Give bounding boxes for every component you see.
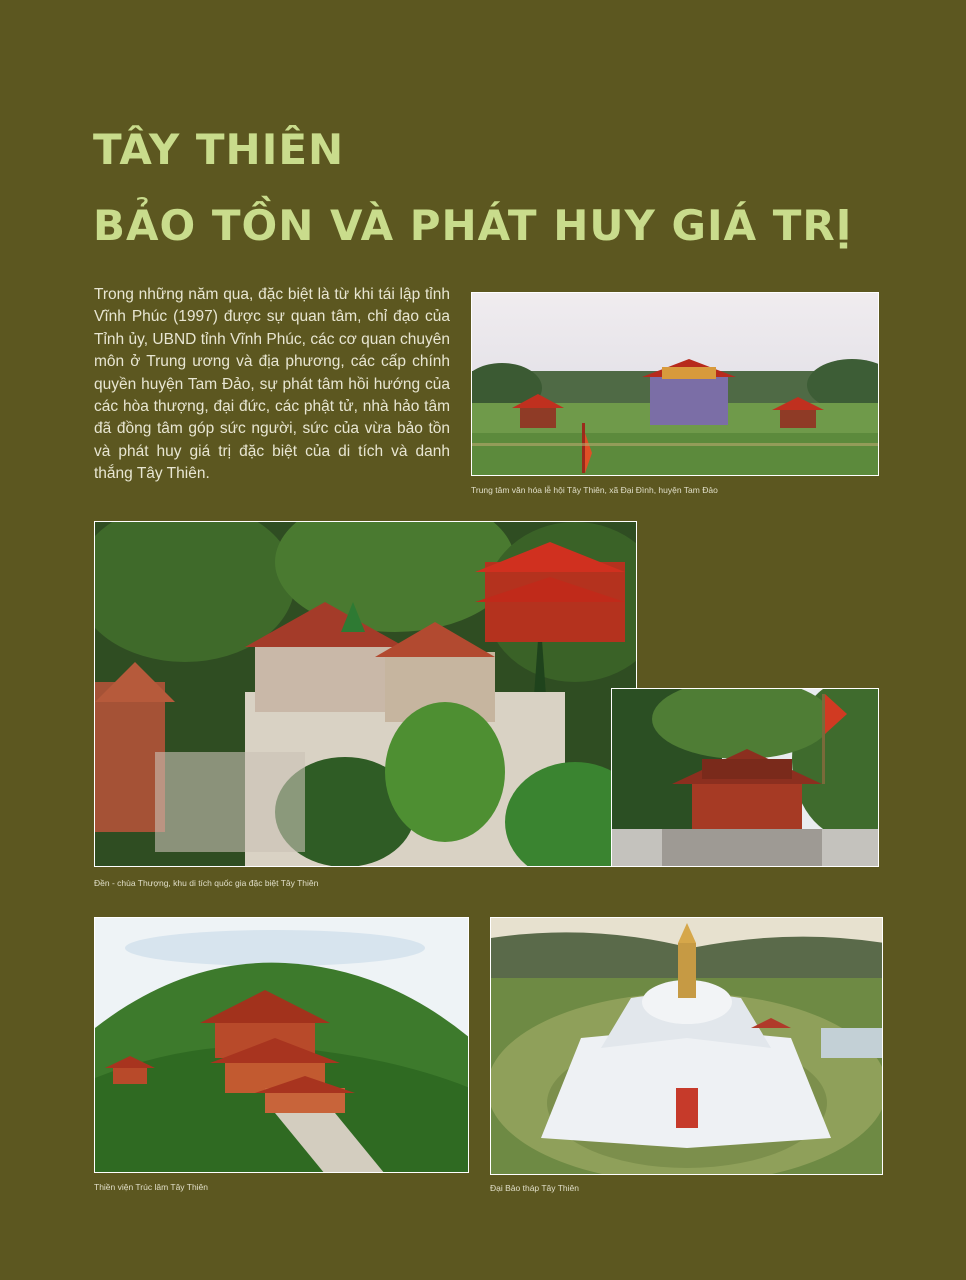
festival-center-caption: Trung tâm văn hóa lễ hội Tây Thiên, xã Đại Đình, huyện Tam Đảo (471, 485, 718, 495)
page-title (93, 112, 852, 264)
stupa-caption: Đại Bảo tháp Tây Thiên (490, 1183, 579, 1193)
title-line-2: BẢO TỒN VÀ PHÁT HUY GIÁ TRỊ (93, 201, 853, 250)
festival-center-photo (471, 292, 879, 476)
truc-lam-photo (94, 917, 469, 1173)
title-line-1: TÂY THIÊN (93, 125, 345, 174)
truc-lam-caption: Thiền viện Trúc lâm Tây Thiên (94, 1182, 209, 1192)
intro-paragraph: Trong những năm qua, đặc biệt là từ khi tái lập tỉnh Vĩnh Phúc (1997) được sự quan tâm, chỉ đạo của Tỉnh ủy, UBND tỉnh Vĩnh Phúc, các cơ quan chuyên môn ở Trung ương và địa phương, các cấp chính quyền huyện Tam Đảo, sự phát tâm hồi hướng của các hòa thượng, đại đức, các phật tử, nhà hảo tâm đã đồng tâm góp sức người, sức của vừa bảo tồn và phát huy giá trị đặc biệt của di tích và danh thắng Tây Thiên. (94, 286, 450, 483)
upper-temple-inset-photo (611, 688, 879, 867)
stupa-photo (490, 917, 883, 1175)
upper-temple-caption: Đền - chùa Thượng, khu di tích quốc gia đặc biệt Tây Thiên (94, 878, 319, 888)
upper-temple-photo (94, 521, 637, 867)
